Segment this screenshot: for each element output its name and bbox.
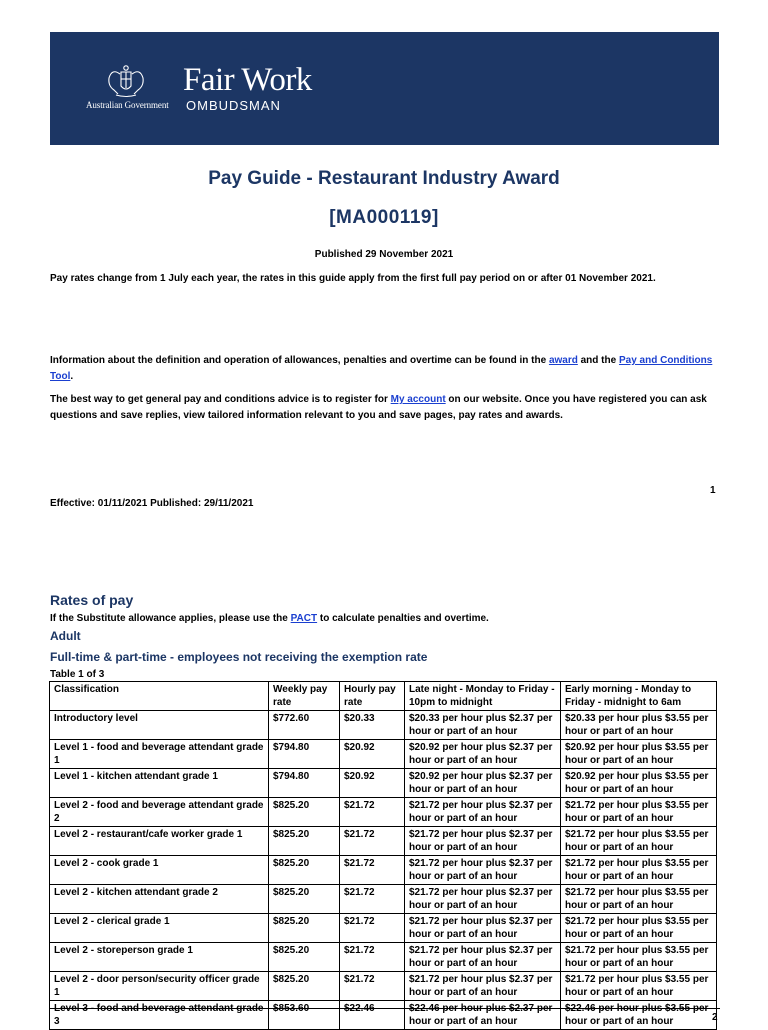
table-cell: $20.33 per hour plus $3.55 per hour or part of an hour [561, 711, 717, 740]
table-cell: $21.72 per hour plus $2.37 per hour or part of an hour [405, 914, 561, 943]
brand-subtitle: OMBUDSMAN [186, 98, 281, 113]
table-cell: $825.20 [269, 827, 340, 856]
page-number-2: 2 [712, 1012, 718, 1023]
table-cell: $21.72 per hour plus $2.37 per hour or part of an hour [405, 943, 561, 972]
substitute-text-1: If the Substitute allowance applies, please use the [50, 613, 291, 624]
page-divider [50, 1008, 720, 1009]
table-row [50, 914, 717, 943]
table-row [50, 972, 717, 1001]
table-cell: $21.72 [340, 943, 405, 972]
table-row [50, 711, 717, 740]
advice-text-2: on our website. Once you have registered you can ask questions and save replies, view tailored information relevant to you and save pages, pay rates and awards. [50, 394, 707, 421]
table-cell: Level 2 - kitchen attendant grade 2 [50, 885, 269, 914]
table-cell: $20.92 [340, 769, 405, 798]
table-cell: $21.72 [340, 856, 405, 885]
table-cell: hour or part of an hour [405, 1001, 561, 1030]
table-cell: $825.20 [269, 914, 340, 943]
table-cell: $21.72 [340, 827, 405, 856]
effective-date: Effective: 01/11/2021 Published: 29/11/2021 [50, 498, 254, 509]
table-header-row [50, 682, 717, 711]
table-cell: $825.20 [269, 943, 340, 972]
column-header: Weekly pay rate [269, 682, 340, 711]
pay-conditions-tool-link[interactable]: Pay and Conditions Tool [50, 355, 713, 382]
table-cell: $20.33 [340, 711, 405, 740]
award-code: [MA000119] [329, 207, 439, 228]
table-cell: Introductory level [50, 711, 269, 740]
table-cell: $794.80 [269, 740, 340, 769]
table-cell: $21.72 per hour plus $3.55 per hour or part of an hour [561, 914, 717, 943]
advice-text-1: The best way to get general pay and conditions advice is to register for [50, 394, 391, 405]
table-cell: $21.72 [340, 914, 405, 943]
intro-paragraph: Pay rates change from 1 July each year, the rates in this guide apply from the first full pay period on or after 01 November 2021. [50, 273, 656, 284]
table-cell: $21.72 per hour plus $2.37 per hour or part of an hour [405, 885, 561, 914]
table-cell: $20.33 per hour plus $2.37 per hour or part of an hour [405, 711, 561, 740]
table-row [50, 943, 717, 972]
table-cell: $21.72 per hour plus $2.37 per hour or part of an hour [405, 856, 561, 885]
table-row [50, 885, 717, 914]
table-cell: 3 [50, 1001, 269, 1030]
table-caption: Table 1 of 3 [50, 669, 105, 680]
table-cell: Level 2 - door person/security officer grade 1 [50, 972, 269, 1001]
table-cell: $825.20 [269, 885, 340, 914]
table-row [50, 769, 717, 798]
table-cell: $21.72 per hour plus $3.55 per hour or part of an hour [561, 798, 717, 827]
table-cell: $21.72 per hour plus $3.55 per hour or part of an hour [561, 943, 717, 972]
pact-link[interactable]: PACT [290, 613, 318, 624]
table-cell: $20.92 [340, 740, 405, 769]
table-cell: $21.72 per hour plus $2.37 per hour or part of an hour [405, 827, 561, 856]
table-cell: $825.20 [269, 798, 340, 827]
table-cell: Level 1 - kitchen attendant grade 1 [50, 769, 269, 798]
award-link[interactable]: award [548, 355, 578, 366]
table-cell: $21.72 [340, 798, 405, 827]
table-row [50, 1001, 717, 1030]
advice-paragraph [50, 392, 720, 424]
table-cell: $21.72 per hour plus $2.37 per hour or part of an hour [405, 972, 561, 1001]
coat-of-arms-icon [104, 64, 148, 98]
info-text-2: and the [577, 355, 619, 366]
table-cell: $21.72 per hour plus $2.37 per hour or part of an hour [405, 798, 561, 827]
table-heading: Full-time & part-time - employees not receiving the exemption rate [50, 650, 428, 664]
info-text-3: . [70, 371, 74, 382]
rates-heading: Rates of pay [50, 592, 134, 608]
table-cell: $21.72 per hour plus $3.55 per hour or part of an hour [561, 885, 717, 914]
table-cell: $825.20 [269, 856, 340, 885]
table-row [50, 856, 717, 885]
table-cell: Level 2 - restaurant/cafe worker grade 1 [50, 827, 269, 856]
substitute-text-2: to calculate penalties and overtime. [317, 613, 489, 624]
table-cell: $21.72 [340, 972, 405, 1001]
brand-title: Fair Work [183, 62, 312, 98]
table-cell: Level 2 - clerical grade 1 [50, 914, 269, 943]
table-row [50, 798, 717, 827]
info-text-1: Information about the definition and operation of allowances, penalties and overtime can be found in the [50, 355, 549, 366]
table-cell: $20.92 per hour plus $3.55 per hour or part of an hour [561, 740, 717, 769]
table-cell: $794.80 [269, 769, 340, 798]
column-header: Late night - Monday to Friday - 10pm to midnight [405, 682, 561, 711]
table-cell: $21.72 per hour plus $3.55 per hour or part of an hour [561, 827, 717, 856]
table-cell: Level 1 - food and beverage attendant grade 1 [50, 740, 269, 769]
page-number-1: 1 [710, 485, 716, 496]
substitute-paragraph [50, 611, 720, 627]
government-text: Australian Government [86, 100, 169, 110]
table-cell: $20.92 per hour plus $3.55 per hour or part of an hour [561, 769, 717, 798]
adult-heading: Adult [50, 629, 81, 643]
published-date: Published 29 November 2021 [314, 249, 454, 260]
pay-rates-table [49, 681, 717, 1030]
table-cell: $20.92 per hour plus $2.37 per hour or part of an hour [405, 740, 561, 769]
table-cell [340, 1001, 405, 1030]
info-paragraph [50, 353, 720, 385]
table-cell: hour or part of an hour [561, 1001, 717, 1030]
column-header: Classification [50, 682, 269, 711]
table-cell: $21.72 per hour plus $3.55 per hour or part of an hour [561, 972, 717, 1001]
table-cell [269, 1001, 340, 1030]
column-header: Early morning - Monday to Friday - midnight to 6am [561, 682, 717, 711]
header-banner [50, 32, 719, 145]
table-cell: Level 2 - cook grade 1 [50, 856, 269, 885]
table-cell: $21.72 [340, 885, 405, 914]
my-account-link[interactable]: My account [390, 394, 446, 405]
column-header: Hourly pay rate [340, 682, 405, 711]
table-row [50, 827, 717, 856]
table-row [50, 740, 717, 769]
table-cell: $825.20 [269, 972, 340, 1001]
table-cell: Level 2 - food and beverage attendant grade 2 [50, 798, 269, 827]
table-cell: $772.60 [269, 711, 340, 740]
table-cell: $21.72 per hour plus $3.55 per hour or part of an hour [561, 856, 717, 885]
table-cell: $20.92 per hour plus $2.37 per hour or part of an hour [405, 769, 561, 798]
table-cell: Level 2 - storeperson grade 1 [50, 943, 269, 972]
page-title: Pay Guide - Restaurant Industry Award [208, 168, 560, 189]
